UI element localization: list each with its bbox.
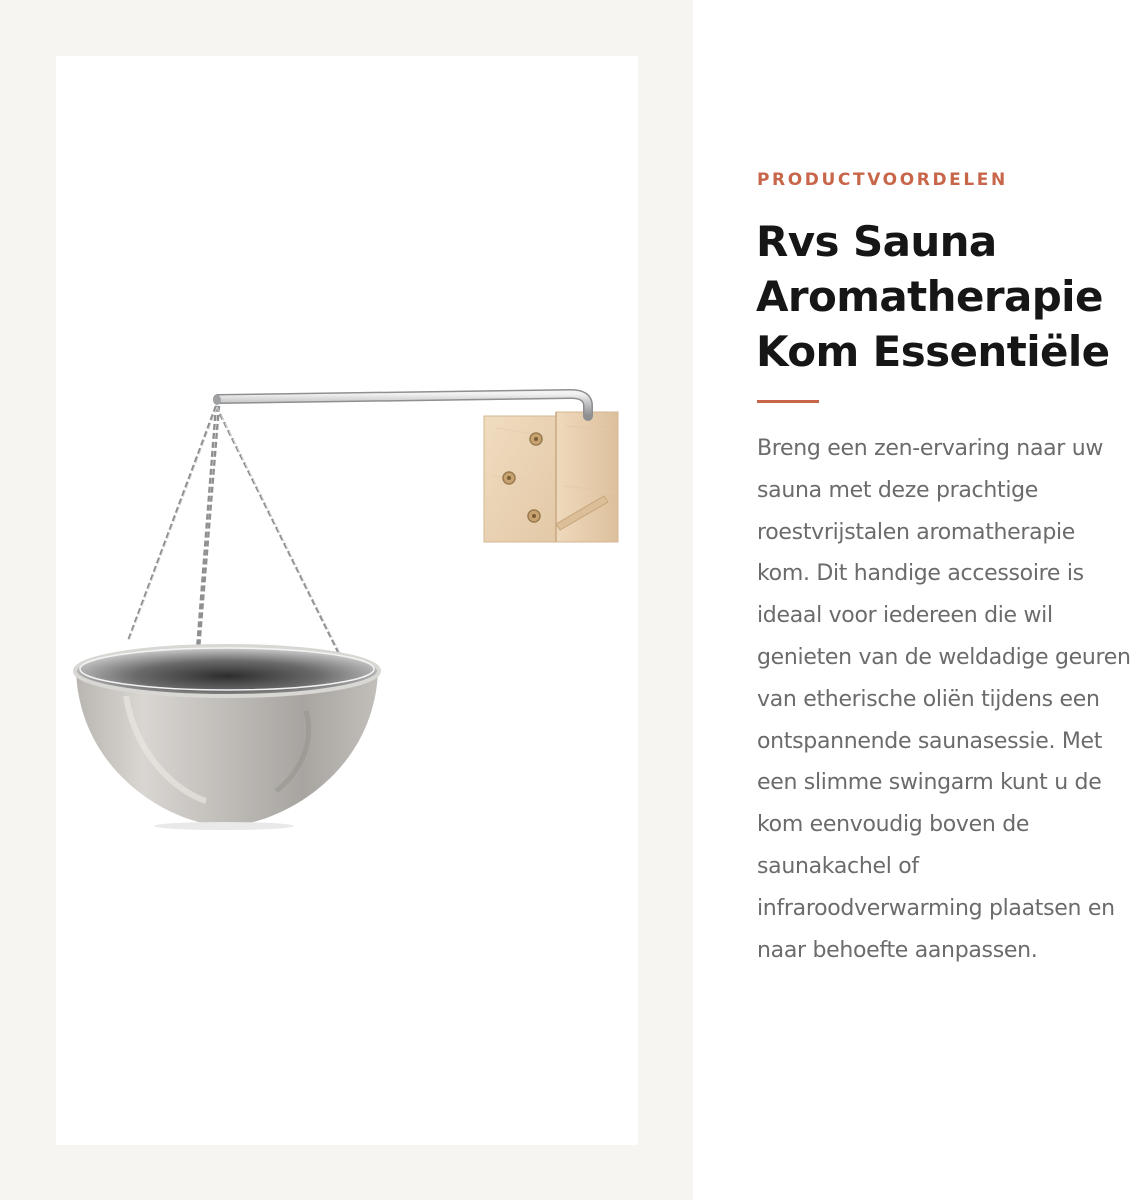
product-image-card xyxy=(56,56,638,1145)
product-description: Breng een zen-ervaring naar uw sauna met deze prachtige roestvrijstalen aromatherapie kom. Dit handige accessoire is ideaal voor iedereen die wil genieten van de weldadige geuren van etherische oliën tijdens een ontspannende saunasessie. Met een slimme swingarm kunt u de kom eenvoudig boven de saunakachel of infraroodverwarming plaatsen en naar behoefte aanpassen. xyxy=(757,436,1131,963)
product-title: Rvs Sauna Aromatherapie Kom Essentiële xyxy=(756,217,1110,376)
section-eyebrow: PRODUCTVOORDELEN xyxy=(757,170,1008,190)
product-benefits-section xyxy=(693,0,1139,1200)
product-image xyxy=(56,56,638,1145)
accent-divider xyxy=(757,400,819,403)
swing-arm-rod xyxy=(213,394,588,416)
stainless-bowl xyxy=(75,646,379,830)
wooden-mount-block xyxy=(484,412,618,542)
